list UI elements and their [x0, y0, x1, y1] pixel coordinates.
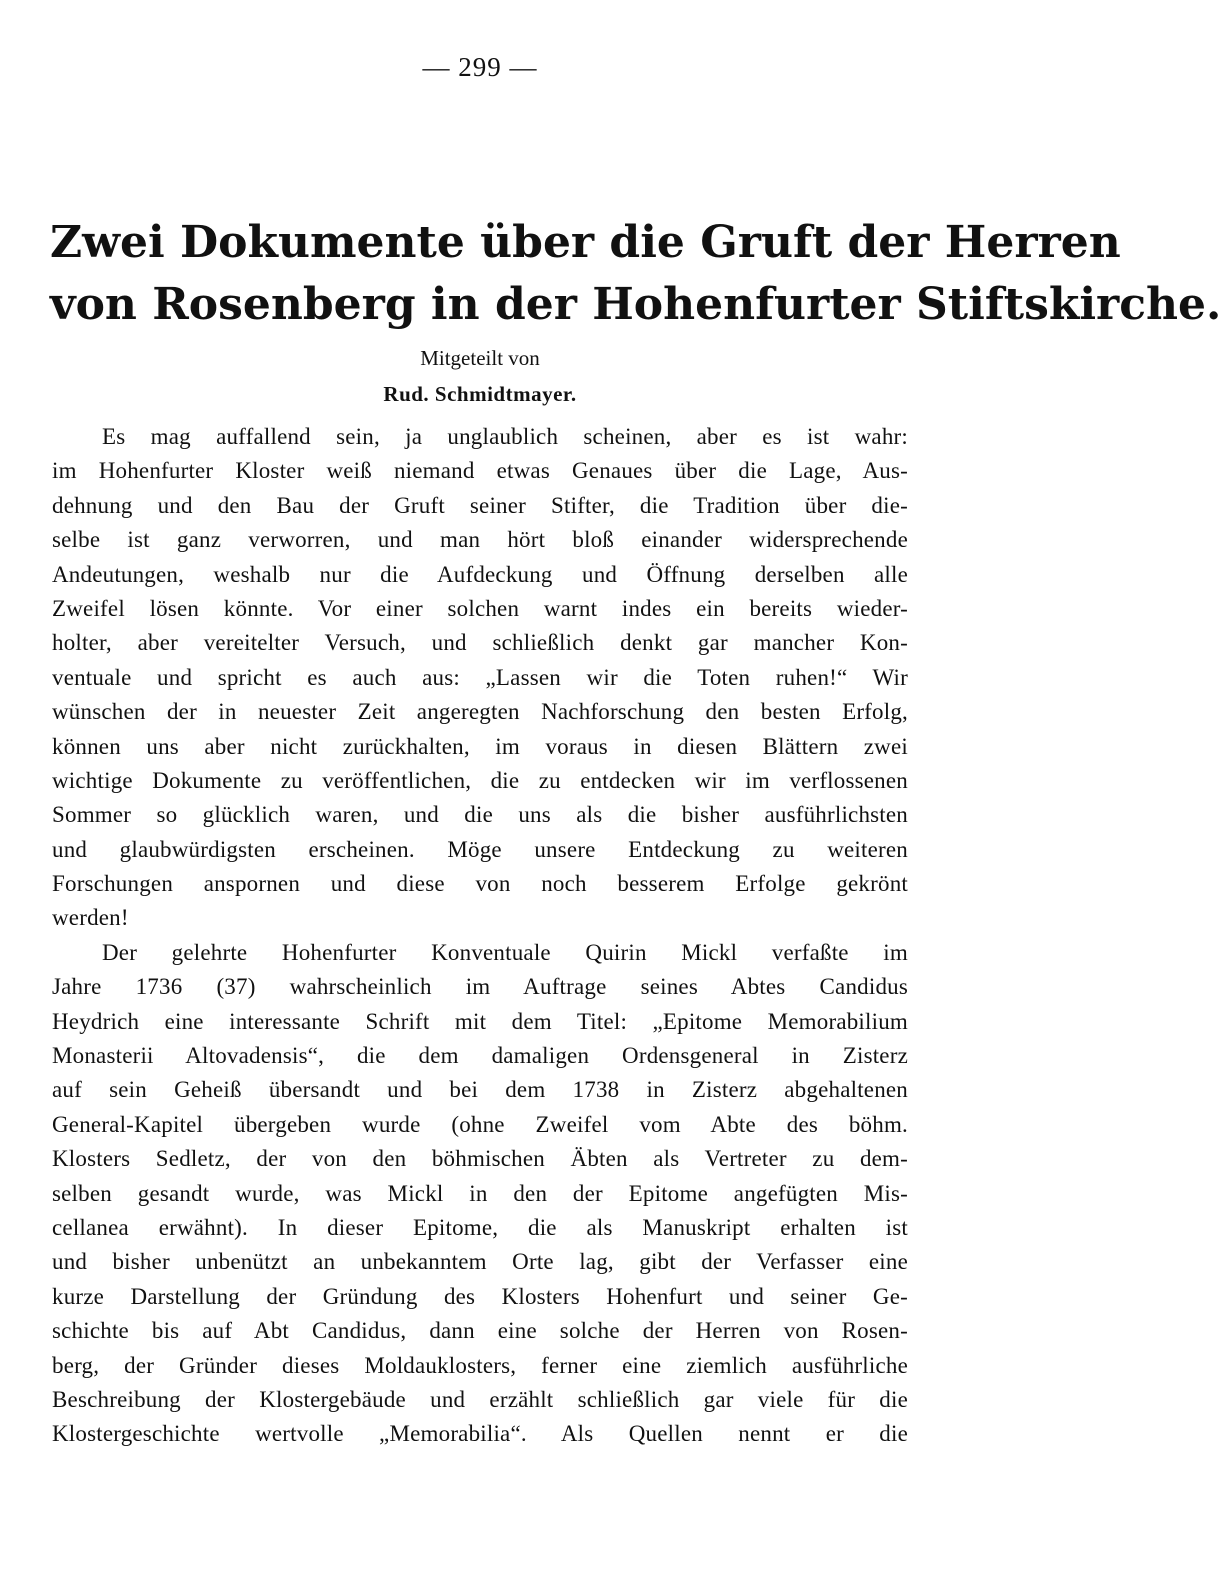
text-line: selben gesandt wurde, was Mickl in den der Epitome angefügten Mis-: [52, 1180, 908, 1206]
text-line: werden!: [52, 905, 129, 931]
text-line: Monasterii Altovadensis“, die dem damaligen Ordensgeneral in Zisterz: [52, 1043, 908, 1069]
text-line: wünschen der in neuester Zeit angeregten Nachforschung den besten Erfolg,: [52, 699, 908, 725]
text-line: General-Kapitel übergeben wurde (ohne Zweifel vom Abte des böhm.: [52, 1111, 908, 1137]
text-line: auf sein Geheiß übersandt und bei dem 1738 in Zisterz abgehaltenen: [52, 1077, 908, 1103]
text-line: cellanea erwähnt). In dieser Epitome, die als Manuskript erhalten ist: [52, 1214, 908, 1240]
text-line: Klosters Sedletz, der von den böhmischen Äbten als Vertreter zu dem-: [52, 1146, 908, 1172]
text-line: Sommer so glücklich waren, und die uns als die bisher ausführlichsten: [52, 802, 908, 828]
text-line: holter, aber vereitelter Versuch, und schließlich denkt gar mancher Kon-: [52, 630, 908, 656]
text-line: ventuale und spricht es auch aus: „Lassen wir die Toten ruhen!“ Wir: [52, 664, 908, 690]
article-title: [50, 212, 1221, 336]
text-line: Zweifel lösen könnte. Vor einer solchen warnt indes ein bereits wieder-: [52, 595, 908, 621]
text-line: berg, der Gründer dieses Moldauklosters, ferner eine ziemlich ausführliche: [52, 1352, 908, 1378]
page-number: — 299 —: [422, 52, 538, 82]
text-line: schichte bis auf Abt Candidus, dann eine solche der Herren von Rosen-: [52, 1318, 908, 1344]
text-line: Forschungen anspornen und diese von noch besserem Erfolge gekrönt: [52, 871, 908, 897]
text-line: Heydrich eine interessante Schrift mit dem Titel: „Epitome Memorabilium: [52, 1008, 908, 1034]
text-line: selbe ist ganz verworren, und man hört bloß einander widersprechende: [52, 527, 908, 553]
text-line: kurze Darstellung der Gründung des Klosters Hohenfurt und seiner Ge-: [52, 1283, 908, 1309]
article-body: [52, 420, 908, 1452]
text-line: Der gelehrte Hohenfurter Konventuale Quirin Mickl verfaßte im: [102, 939, 908, 965]
text-line: Jahre 1736 (37) wahrscheinlich im Auftrage seines Abtes Candidus: [52, 974, 908, 1000]
text-line: Klostergeschichte wertvolle „Memorabilia“. Als Quellen nennt er die: [52, 1421, 908, 1447]
article-title-line-1: Zwei Dokumente über die Gruft der Herren: [50, 217, 1121, 268]
byline-prefix: Mitgeteilt von: [420, 346, 540, 370]
article-title-line-2: von Rosenberg in der Hohenfurter Stiftskirche.: [50, 279, 1221, 330]
text-line: und glaubwürdigsten erscheinen. Möge unsere Entdeckung zu weiteren: [52, 836, 908, 862]
text-line: im Hohenfurter Kloster weiß niemand etwas Genaues über die Lage, Aus-: [52, 458, 908, 484]
text-line: Andeutungen, weshalb nur die Aufdeckung und Öffnung derselben alle: [52, 561, 908, 587]
text-line: dehnung und den Bau der Gruft seiner Stifter, die Tradition über die-: [52, 492, 908, 518]
text-line: können uns aber nicht zurückhalten, im voraus in diesen Blättern zwei: [52, 733, 908, 759]
text-line: Beschreibung der Klostergebäude und erzählt schließlich gar viele für die: [52, 1386, 908, 1412]
text-line: Es mag auffallend sein, ja unglaublich scheinen, aber es ist wahr:: [102, 424, 908, 449]
text-line: und bisher unbenützt an unbekanntem Orte lag, gibt der Verfasser eine: [52, 1249, 908, 1275]
byline-author: Rud. Schmidtmayer.: [383, 382, 577, 406]
text-line: wichtige Dokumente zu veröffentlichen, die zu entdecken wir im verflossenen: [52, 767, 908, 793]
